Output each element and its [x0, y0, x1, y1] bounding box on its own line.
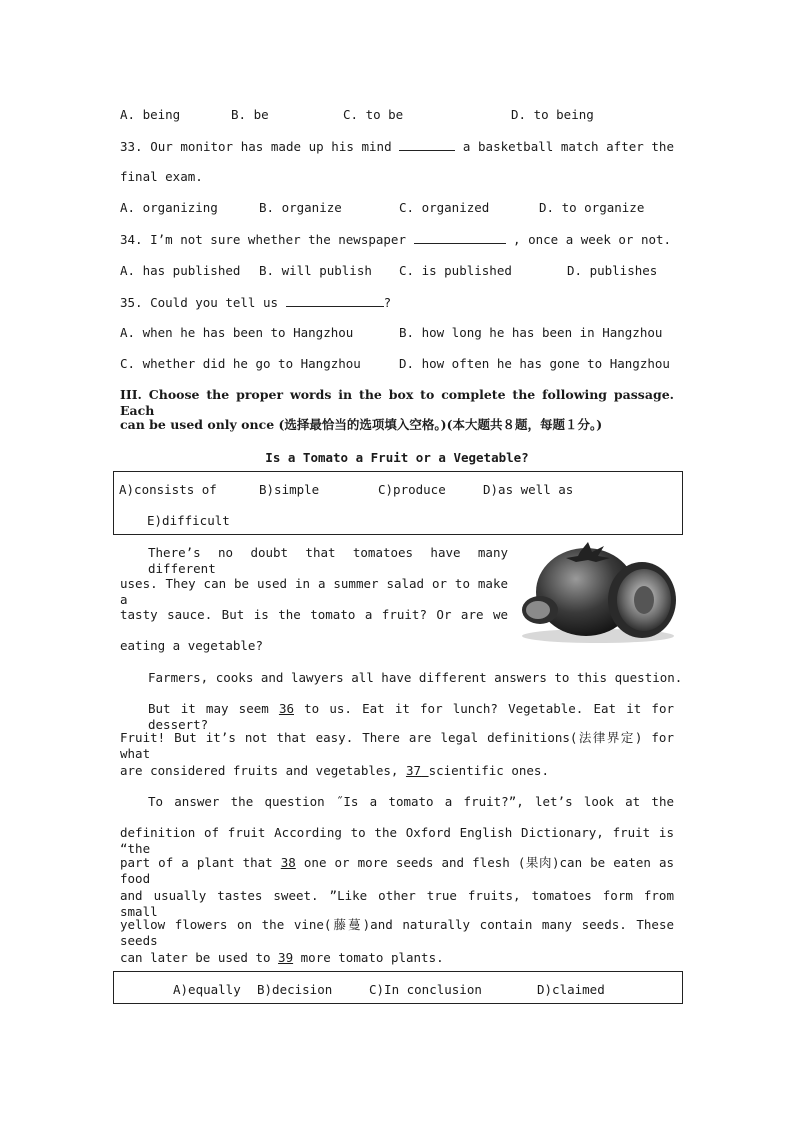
q35-stem-post: ? [383, 295, 392, 310]
para4-line5: yellow flowers on the vine(藤蔓)and naturally contain many seeds. These seeds [120, 917, 674, 948]
para1-line2: uses. They can be used in a summer salad or to make a [120, 576, 508, 607]
para4-line2: definition of fruit According to the Oxford English Dictionary, fruit is “the [120, 825, 674, 856]
passage-title: Is a Tomato a Fruit or a Vegetable? [265, 450, 529, 465]
box1-option-b: B)simple [259, 482, 320, 497]
q35-option-c: C. whether did he go to Hangzhou [120, 356, 361, 371]
q35-blank [286, 294, 384, 307]
q33-stem [120, 138, 674, 155]
q34-option-d: D. publishes [567, 263, 658, 278]
q33-stem-post: a basketball match after the [462, 139, 674, 154]
q33-stem-pre: 33. Our monitor has made up his mind [120, 139, 392, 154]
q34-stem-post: , once a week or not. [513, 232, 672, 247]
q35-option-b: B. how long he has been in Hangzhou [399, 325, 663, 340]
q35-stem-pre: 35. Could you tell us [120, 295, 279, 310]
section3-instruction-line2: can be used only once (选择最恰当的选项填入空格。)(本大题共８题，每题１分。) [120, 417, 603, 432]
q33-option-d: D. to organize [539, 200, 645, 215]
blank-37: 37 [405, 763, 422, 778]
para2: Farmers, cooks and lawyers all have different answers to this question. [148, 670, 683, 685]
q32-option-c: C. to be [343, 107, 404, 122]
box1-option-e: E)difficult [147, 513, 230, 528]
para4-line4: and usually tastes sweet. ”Like other true fruits, tomatoes form from small [120, 888, 674, 919]
blank-36: 36 [278, 701, 294, 716]
q35-stem [120, 294, 391, 311]
para3-line2: Fruit! But it’s not that easy. There are legal definitions(法律界定) for what [120, 730, 674, 761]
section3-instruction-line1: III. Choose the proper words in the box to complete the following passage. Each [120, 387, 674, 418]
para1-line4: eating a vegetable? [120, 638, 263, 653]
q32-option-a: A. being [120, 107, 181, 122]
para4-line6-post: more tomato plants. [300, 950, 444, 965]
word-box-1 [113, 471, 683, 535]
q33-option-c: C. organized [399, 200, 490, 215]
q32-option-b: B. be [231, 107, 269, 122]
para4-line6-pre: can later be used to [120, 950, 271, 965]
para4-line3 [120, 855, 674, 887]
word-box-2 [113, 971, 683, 1004]
para3-line1-post: to us. Eat it for lunch? Vegetable. Eat it for dessert? [148, 701, 674, 732]
q33-option-b: B. organize [259, 200, 342, 215]
tomato-image [518, 540, 680, 644]
para4-line1: To answer the question ˝Is a tomato a fruit?”, let’s look at the [148, 794, 674, 809]
q34-blank [414, 231, 506, 244]
box2-option-d: D)claimed [537, 982, 605, 997]
q35-option-d: D. how often he has gone to Hangzhou [399, 356, 670, 371]
para1-line3: tasty sauce. But is the tomato a fruit? Or are we [120, 607, 508, 622]
para3-line1-pre: But it may seem [148, 701, 269, 716]
para3-line3 [120, 763, 549, 779]
para3-line1 [148, 701, 674, 733]
q32-option-d: D. to being [511, 107, 594, 122]
para3-line3-pre: are considered fruits and vegetables, [120, 763, 399, 778]
q33-option-a: A. organizing [120, 200, 218, 215]
q33-stem-line2: final exam. [120, 169, 203, 184]
para3-line3-post: scientific ones. [428, 763, 549, 778]
q34-option-a: A. has published [120, 263, 241, 278]
para4-line3-post: one or more seeds and flesh (果肉)can be eaten as food [120, 855, 675, 886]
blank-39: 39 [278, 950, 294, 965]
blank-38: 38 [280, 855, 296, 870]
para4-line3-pre: part of a plant that [120, 855, 273, 870]
q34-stem [120, 231, 671, 248]
box2-option-a: A)equally [173, 982, 241, 997]
q35-option-a: A. when he has been to Hangzhou [120, 325, 354, 340]
box2-option-c: C)In conclusion [369, 982, 482, 997]
q34-option-c: C. is published [399, 263, 512, 278]
box1-option-c: C)produce [378, 482, 446, 497]
q33-blank [399, 138, 455, 151]
q34-option-b: B. will publish [259, 263, 372, 278]
box1-option-a: A)consists of [119, 482, 217, 497]
box1-option-d: D)as well as [483, 482, 574, 497]
box2-option-b: B)decision [257, 982, 333, 997]
q34-stem-pre: 34. I’m not sure whether the newspaper [120, 232, 406, 247]
para1-line1: There’s no doubt that tomatoes have many different [148, 545, 508, 576]
para4-line6 [120, 950, 444, 966]
